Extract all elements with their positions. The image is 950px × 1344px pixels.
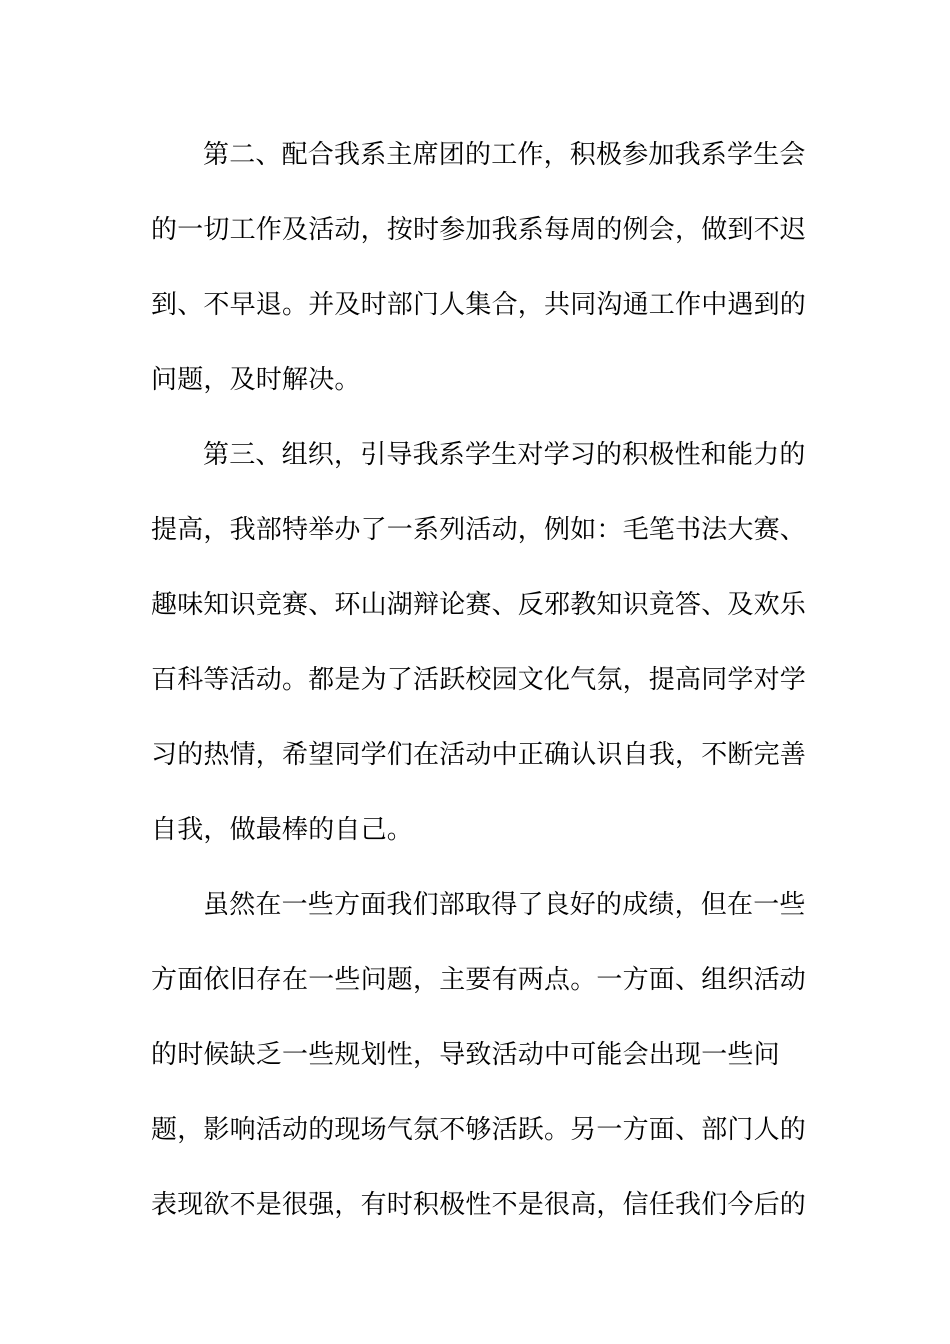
paragraph-line: 的一切工作及活动，按时参加我系每周的例会，做到不迟 <box>151 215 807 245</box>
paragraph-line: 题，影响活动的现场气氛不够活跃。另一方面、部门人的 <box>151 1115 807 1145</box>
paragraph-line: 到、不早退。并及时部门人集合，共同沟通工作中遇到的 <box>151 290 807 320</box>
paragraph-line: 百科等活动。都是为了活跃校园文化气氛，提高同学对学 <box>151 665 807 695</box>
paragraph-problems <box>151 868 807 1243</box>
paragraph-line: 习的热情，希望同学们在活动中正确认识自我，不断完善 <box>151 740 807 770</box>
document-body <box>151 118 807 1243</box>
paragraph-line: 自我，做最棒的自己。 <box>151 815 414 845</box>
paragraph-line: 提高，我部特举办了一系列活动，例如：毛笔书法大赛、 <box>151 515 807 545</box>
paragraph-line: 虽然在一些方面我们部取得了良好的成绩，但在一些 <box>203 890 806 920</box>
paragraph-line: 问题，及时解决。 <box>151 365 361 395</box>
paragraph-coordination <box>151 118 807 418</box>
paragraph-line: 的时候缺乏一些规划性，导致活动中可能会出现一些问 <box>151 1040 780 1070</box>
paragraph-line: 方面依旧存在一些问题，主要有两点。一方面、组织活动 <box>151 965 807 995</box>
paragraph-activities <box>151 418 807 868</box>
paragraph-line: 第二、配合我系主席团的工作，积极参加我系学生会 <box>203 140 806 170</box>
paragraph-line: 趣味知识竞赛、环山湖辩论赛、反邪教知识竟答、及欢乐 <box>151 590 807 620</box>
paragraph-line: 表现欲不是很强，有时积极性不是很高，信任我们今后的 <box>151 1190 807 1220</box>
paragraph-line: 第三、组织，引导我系学生对学习的积极性和能力的 <box>203 440 806 470</box>
